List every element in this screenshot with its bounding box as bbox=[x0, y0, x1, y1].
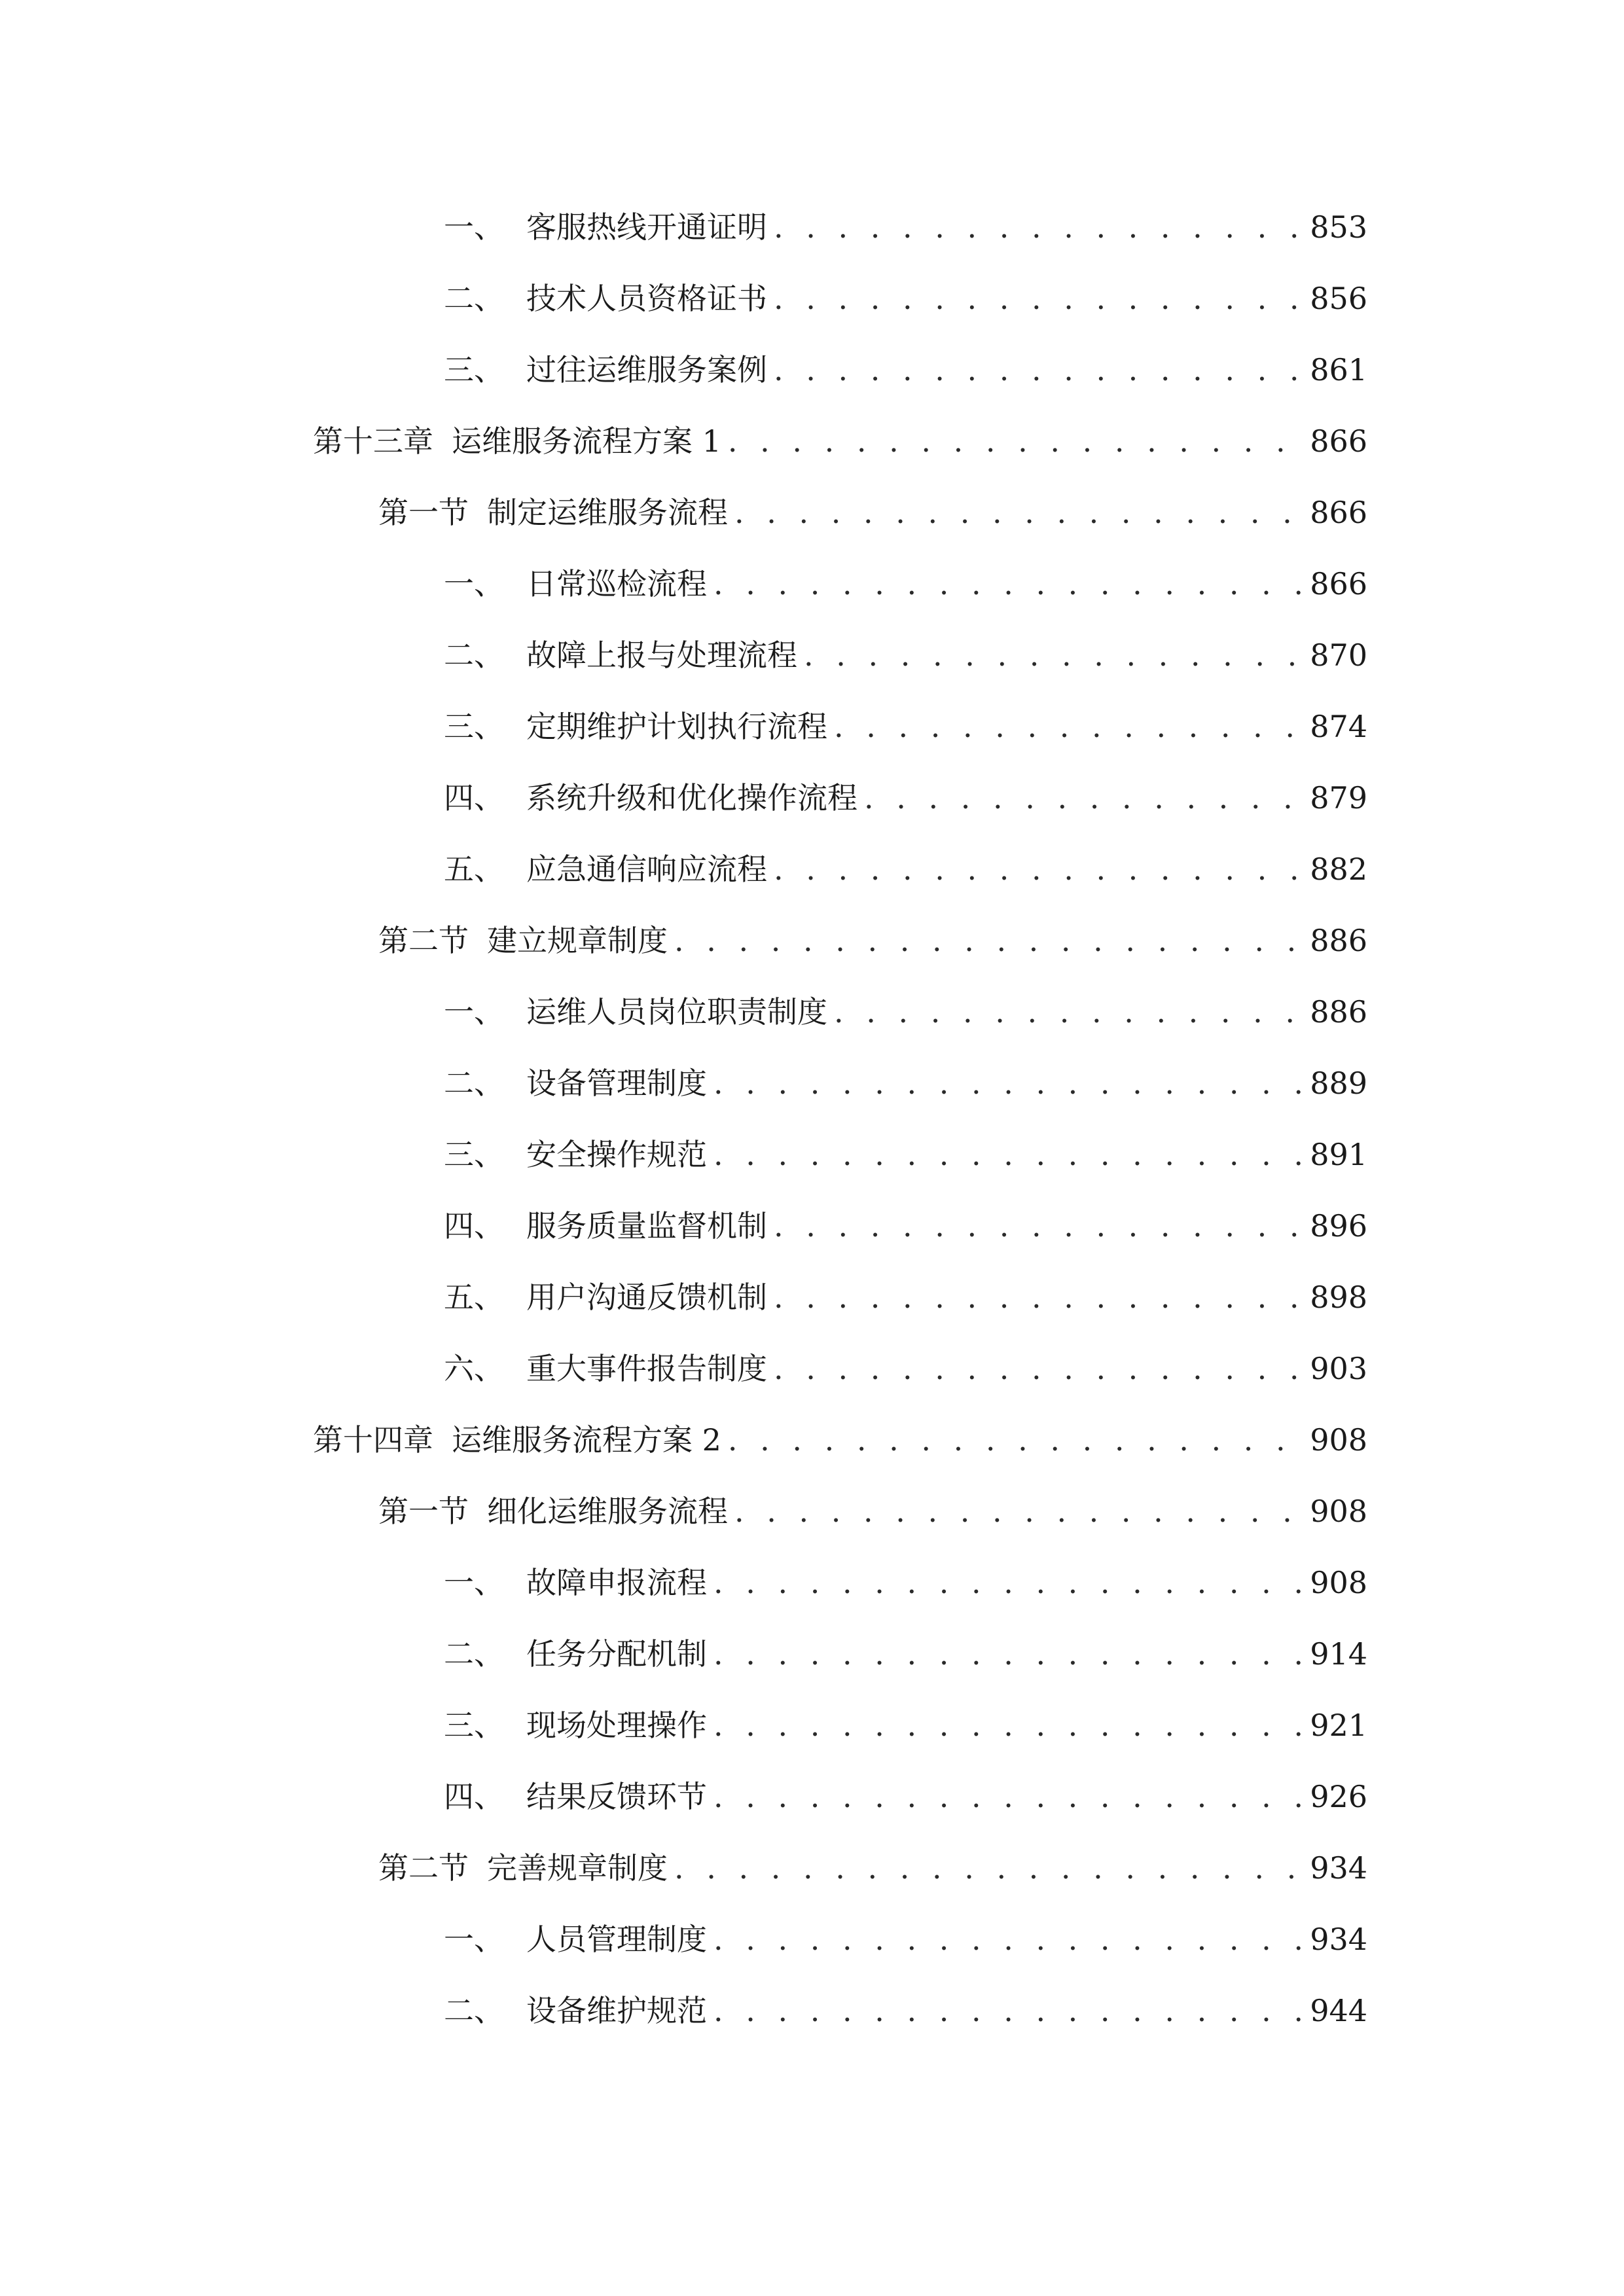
toc-dot-leader bbox=[713, 1556, 1303, 1609]
toc-dot-leader bbox=[834, 700, 1303, 753]
toc-dot-leader bbox=[713, 1628, 1303, 1680]
toc-dot-leader bbox=[734, 1485, 1303, 1537]
toc-entry-page: 853 bbox=[1310, 209, 1367, 245]
toc-entry-page: 898 bbox=[1310, 1280, 1367, 1315]
toc-entry-page: 866 bbox=[1310, 423, 1367, 459]
toc-entry-page: 944 bbox=[1310, 1993, 1367, 2028]
toc-dot-leader bbox=[774, 1342, 1303, 1395]
toc-entry-page: 914 bbox=[1310, 1636, 1367, 1672]
toc-entry-number: 第十四章 bbox=[313, 1422, 433, 1458]
toc-dot-leader bbox=[774, 1200, 1303, 1252]
toc-entry-title: 重大事件报告制度 bbox=[526, 1351, 767, 1386]
toc-entry-number: 一、 bbox=[444, 1922, 504, 1957]
toc-dot-leader bbox=[674, 914, 1303, 967]
toc-entry-title: 日常巡检流程 bbox=[526, 566, 707, 601]
toc-entry-number: 一、 bbox=[444, 566, 504, 601]
toc-dot-leader bbox=[713, 1984, 1303, 2037]
toc-entry-number: 三、 bbox=[444, 1708, 504, 1743]
toc-entry-page: 891 bbox=[1310, 1137, 1367, 1172]
toc-entry-page: 921 bbox=[1310, 1708, 1367, 1743]
toc-entry-number: 一、 bbox=[444, 209, 504, 245]
toc-entry-title: 建立规章制度 bbox=[487, 923, 668, 958]
toc-entry-page: 866 bbox=[1310, 495, 1367, 530]
toc-entry-section[interactable] bbox=[378, 914, 1367, 967]
toc-entry-title: 过往运维服务案例 bbox=[526, 352, 767, 387]
toc-entry-number: 第一节 bbox=[378, 495, 469, 530]
toc-entry[interactable] bbox=[444, 1200, 1367, 1252]
toc-entry-page: 874 bbox=[1310, 709, 1367, 744]
toc-dot-leader bbox=[734, 486, 1303, 539]
toc-entry[interactable] bbox=[444, 1556, 1367, 1609]
toc-entry-number: 第二节 bbox=[378, 1850, 469, 1886]
toc-entry-page: 861 bbox=[1310, 352, 1367, 387]
toc-dot-leader bbox=[804, 629, 1303, 681]
toc-entry[interactable] bbox=[444, 629, 1367, 681]
toc-entry-number: 三、 bbox=[444, 352, 504, 387]
toc-entry[interactable] bbox=[444, 843, 1367, 895]
toc-dot-leader bbox=[713, 1913, 1303, 1965]
toc-entry-title: 安全操作规范 bbox=[526, 1137, 707, 1172]
toc-entry-number: 一、 bbox=[444, 1565, 504, 1600]
toc-entry-title: 完善规章制度 bbox=[487, 1850, 668, 1886]
toc-entry-title: 系统升级和优化操作流程 bbox=[526, 780, 857, 816]
toc-entry[interactable] bbox=[444, 1057, 1367, 1109]
toc-dot-leader bbox=[774, 272, 1303, 325]
toc-entry-page: 908 bbox=[1310, 1494, 1367, 1529]
toc-entry[interactable] bbox=[444, 986, 1367, 1038]
toc-entry-page: 908 bbox=[1310, 1422, 1367, 1458]
toc-dot-leader bbox=[774, 1271, 1303, 1323]
toc-entry-title: 客服热线开通证明 bbox=[526, 209, 767, 245]
toc-entry-section[interactable] bbox=[378, 1485, 1367, 1537]
toc-entry-title: 技术人员资格证书 bbox=[526, 281, 767, 316]
toc-entry-number: 三、 bbox=[444, 709, 504, 744]
toc-dot-leader bbox=[713, 1128, 1303, 1181]
toc-entry[interactable] bbox=[444, 1984, 1367, 2037]
toc-entry-number: 第十三章 bbox=[313, 423, 433, 459]
toc-entry-chapter[interactable] bbox=[313, 1414, 1367, 1466]
toc-entry[interactable] bbox=[444, 201, 1367, 253]
toc-entry[interactable] bbox=[444, 1271, 1367, 1323]
toc-entry[interactable] bbox=[444, 344, 1367, 396]
toc-entry-title: 细化运维服务流程 bbox=[487, 1494, 728, 1529]
toc-entry-page: 879 bbox=[1310, 780, 1367, 816]
toc-entry-number: 第一节 bbox=[378, 1494, 469, 1529]
toc-entry-section[interactable] bbox=[378, 486, 1367, 539]
toc-entry-page: 889 bbox=[1310, 1066, 1367, 1101]
toc-entry-title: 运维人员岗位职责制度 bbox=[526, 994, 827, 1030]
toc-entry-number: 二、 bbox=[444, 1993, 504, 2028]
toc-entry[interactable] bbox=[444, 700, 1367, 753]
toc-entry-title: 服务质量监督机制 bbox=[526, 1208, 767, 1244]
toc-entry-number: 五、 bbox=[444, 852, 504, 887]
toc-entry-number: 三、 bbox=[444, 1137, 504, 1172]
toc-entry-number: 四、 bbox=[444, 1779, 504, 1814]
toc-entry[interactable] bbox=[444, 1913, 1367, 1965]
toc-entry-number: 六、 bbox=[444, 1351, 504, 1386]
toc-entry-title: 用户沟通反馈机制 bbox=[526, 1280, 767, 1315]
toc-entry-page: 926 bbox=[1310, 1779, 1367, 1814]
toc-entry-page: 903 bbox=[1310, 1351, 1367, 1386]
toc-entry-number: 二、 bbox=[444, 281, 504, 316]
toc-entry-page: 934 bbox=[1310, 1922, 1367, 1957]
toc-entry-page: 886 bbox=[1310, 923, 1367, 958]
toc-entry-title: 设备维护规范 bbox=[526, 1993, 707, 2028]
toc-entry[interactable] bbox=[444, 1699, 1367, 1751]
toc-entry-title: 运维服务流程方案 1 bbox=[452, 423, 721, 459]
toc-entry-title: 设备管理制度 bbox=[526, 1066, 707, 1101]
toc-dot-leader bbox=[834, 986, 1303, 1038]
toc-entry-page: 882 bbox=[1310, 852, 1367, 887]
toc-entry[interactable] bbox=[444, 772, 1367, 824]
toc-entry-title: 运维服务流程方案 2 bbox=[452, 1422, 721, 1458]
toc-entry-page: 856 bbox=[1310, 281, 1367, 316]
toc-entry-page: 896 bbox=[1310, 1208, 1367, 1244]
toc-dot-leader bbox=[774, 344, 1303, 396]
toc-entry-number: 一、 bbox=[444, 994, 504, 1030]
toc-dot-leader bbox=[774, 201, 1303, 253]
toc-entry-number: 二、 bbox=[444, 1636, 504, 1672]
toc-entry-number: 第二节 bbox=[378, 923, 469, 958]
toc-entry-title: 结果反馈环节 bbox=[526, 1779, 707, 1814]
toc-entry-title: 制定运维服务流程 bbox=[487, 495, 728, 530]
toc-entry[interactable] bbox=[444, 1628, 1367, 1680]
toc-entry-number: 二、 bbox=[444, 637, 504, 673]
toc-dot-leader bbox=[713, 1699, 1303, 1751]
toc-entry[interactable] bbox=[444, 1342, 1367, 1395]
toc-dot-leader bbox=[864, 772, 1303, 824]
toc-entry-title: 人员管理制度 bbox=[526, 1922, 707, 1957]
toc-entry-page: 886 bbox=[1310, 994, 1367, 1030]
toc-entry-number: 四、 bbox=[444, 1208, 504, 1244]
toc-entry-page: 908 bbox=[1310, 1565, 1367, 1600]
toc-entry-section[interactable] bbox=[378, 1842, 1367, 1894]
toc-dot-leader bbox=[728, 415, 1303, 467]
toc-entry-title: 现场处理操作 bbox=[526, 1708, 707, 1743]
toc-dot-leader bbox=[713, 1770, 1303, 1823]
toc-dot-leader bbox=[774, 843, 1303, 895]
toc-entry-chapter[interactable] bbox=[313, 415, 1367, 467]
toc-entry-number: 二、 bbox=[444, 1066, 504, 1101]
toc-dot-leader bbox=[728, 1414, 1303, 1466]
toc-entry-title: 定期维护计划执行流程 bbox=[526, 709, 827, 744]
toc-entry-number: 五、 bbox=[444, 1280, 504, 1315]
toc-dot-leader bbox=[713, 1057, 1303, 1109]
toc-entry-title: 故障申报流程 bbox=[526, 1565, 707, 1600]
toc-entry[interactable] bbox=[444, 1128, 1367, 1181]
toc-entry-page: 866 bbox=[1310, 566, 1367, 601]
toc-entry[interactable] bbox=[444, 272, 1367, 325]
toc-entry-title: 故障上报与处理流程 bbox=[526, 637, 797, 673]
toc-entry-number: 四、 bbox=[444, 780, 504, 816]
toc-dot-leader bbox=[713, 558, 1303, 610]
toc-entry-page: 870 bbox=[1310, 637, 1367, 673]
toc-entry-title: 任务分配机制 bbox=[526, 1636, 707, 1672]
toc-entry[interactable] bbox=[444, 1770, 1367, 1823]
toc-entry-page: 934 bbox=[1310, 1850, 1367, 1886]
toc-entry[interactable] bbox=[444, 558, 1367, 610]
toc-dot-leader bbox=[674, 1842, 1303, 1894]
toc-entry-title: 应急通信响应流程 bbox=[526, 852, 767, 887]
